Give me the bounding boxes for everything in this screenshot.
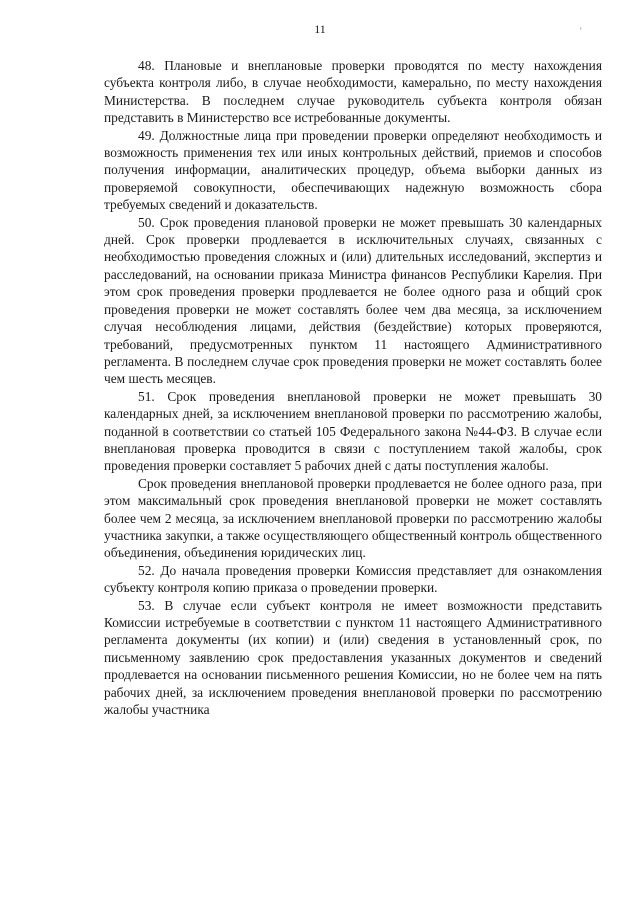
paragraph-49: 49. Должностные лица при проведении проверки определяют необходимость и возможность применения тех или иных контрольных действий, приемов и способов получения информации, аналитических процедур, объема выборки данных из проверяемой совокупности, обеспечивающих надежную возможность сбора требуемых сведений и доказательств. — [104, 127, 602, 213]
corner-mark: ' — [580, 26, 582, 36]
page-number: 11 — [314, 22, 326, 36]
document-body — [104, 57, 602, 718]
paragraph-52: 52. До начала проведения проверки Комиссия представляет для ознакомления субъекту контроля копию приказа о проведении проверки. — [104, 562, 602, 596]
paragraph-51: 51. Срок проведения внеплановой проверки не может превышать 30 календарных дней, за исключением внеплановой проверки по рассмотрению жалобы, поданной в соответствии со статьей 105 Федерального закона №44-ФЗ. В случае если внеплановая проверка проводится в связи с поступлением такой жалобы, срок проведения проверки составляет 5 рабочих дней с даты поступления жалобы. — [104, 388, 602, 474]
paragraph-50: 50. Срок проведения плановой проверки не может превышать 30 календарных дней. Срок проверки продлевается в исключительных случаях, связанных с необходимостью проведения сложных и (или) длительных исследований, экспертиз и расследований, на основании приказа Министра финансов Республики Карелия. При этом срок проведения проверки продлевается не более одного раза и общий срок проведения проверки не может составлять более чем два месяца, за исключением случая несоблюдения лицами, действия (бездействие) которых проверяются, требований, предусмотренных пунктом 11 настоящего Административного регламента. В последнем случае срок проведения проверки не может составлять более чем шесть месяцев. — [104, 214, 602, 387]
paragraph-51-continued: Срок проведения внеплановой проверки продлевается не более одного раза, при этом максимальный срок проведения внеплановой проверки не может составлять более чем 2 месяца, за исключением внеплановой проверки по рассмотрению жалобы участника закупки, а также осуществляющего общественный контроль общественного объединения, объединения юридических лиц. — [104, 475, 602, 561]
paragraph-53: 53. В случае если субъект контроля не имеет возможности представить Комиссии истребуемые в соответствии с пунктом 11 настоящего Административного регламента документы (их копии) и (или) сведения в установленный срок, по письменному заявлению срок предоставления указанных документов и сведений продлевается на основании письменного решения Комиссии, но не более чем на пять рабочих дней, за исключением проведения внеплановой проверки по рассмотрению жалобы участника — [104, 597, 602, 718]
paragraph-48: 48. Плановые и внеплановые проверки проводятся по месту нахождения субъекта контроля либо, в случае необходимости, камерально, по месту нахождения Министерства. В последнем случае руководитель субъекта контроля обязан представить в Министерство все истребованные документы. — [104, 58, 602, 126]
